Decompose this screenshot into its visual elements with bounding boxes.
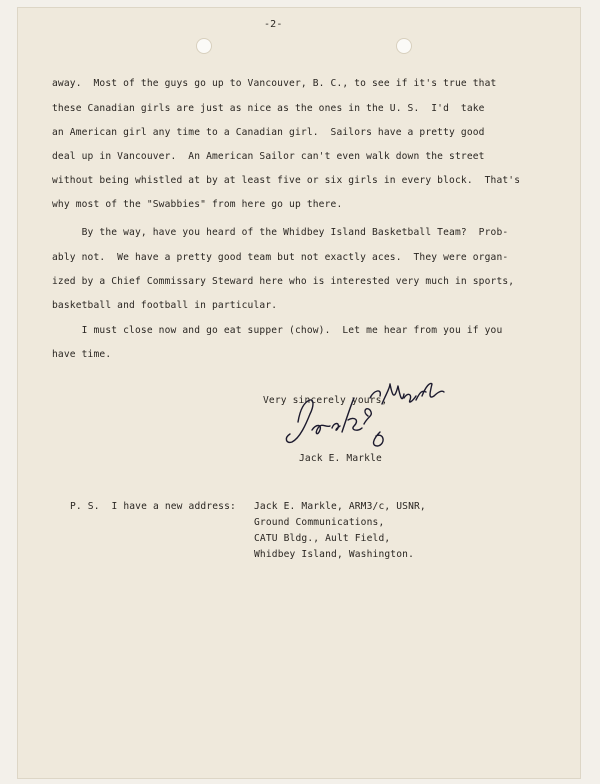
punch-hole-left xyxy=(196,38,212,54)
body-line: ably not. We have a pretty good team but not exactly aces. They were organ- xyxy=(52,252,509,263)
body-line: ized by a Chief Commissary Steward here who is interested very much in sports, xyxy=(52,276,515,287)
address-line: Ground Communications, xyxy=(254,517,385,528)
typed-name: Jack E. Markle xyxy=(299,453,382,464)
body-line: deal up in Vancouver. An American Sailor can't even walk down the street xyxy=(52,151,485,162)
closing: Very sincerely yours, xyxy=(263,395,388,406)
punch-hole-right xyxy=(396,38,412,54)
handwritten-signature xyxy=(270,380,460,460)
body-line: an American girl any time to a Canadian girl. Sailors have a pretty good xyxy=(52,127,485,138)
body-line: without being whistled at by at least five or six girls in every block. That's xyxy=(52,175,521,186)
body-line: I must close now and go eat supper (chow). Let me hear from you if you xyxy=(52,325,503,336)
address-line: Jack E. Markle, ARM3/c, USNR, xyxy=(254,501,426,512)
body-line: why most of the "Swabbies" from here go up there. xyxy=(52,199,343,210)
page-number: -2- xyxy=(264,19,283,30)
address-line: CATU Bldg., Ault Field, xyxy=(254,533,391,544)
body-line: By the way, have you heard of the Whidbey Island Basketball Team? Prob- xyxy=(52,227,509,238)
postscript-label: P. S. I have a new address: xyxy=(70,501,236,512)
body-line: basketball and football in particular. xyxy=(52,300,278,311)
address-line: Whidbey Island, Washington. xyxy=(254,549,414,560)
body-line: away. Most of the guys go up to Vancouver, B. C., to see if it's true that xyxy=(52,78,497,89)
body-line: these Canadian girls are just as nice as the ones in the U. S. I'd take xyxy=(52,103,485,114)
body-line: have time. xyxy=(52,349,112,360)
